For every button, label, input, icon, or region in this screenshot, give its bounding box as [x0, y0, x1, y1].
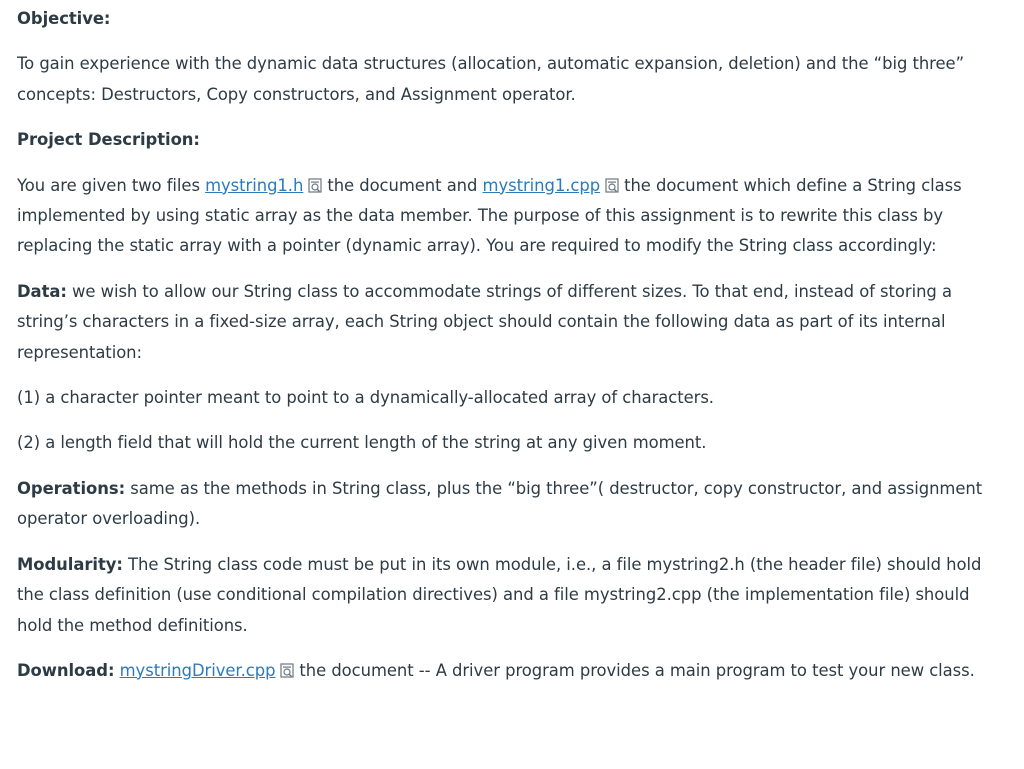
operations-label: Operations:: [17, 478, 126, 498]
download-text: -- A driver program provides a main program to test your new class.: [413, 660, 975, 680]
mystringdriver-cpp-link[interactable]: mystringDriver.cpp: [119, 660, 276, 680]
objective-heading: Objective:: [17, 9, 111, 28]
connector-text: and: [441, 175, 483, 195]
mystring1-h-link[interactable]: mystring1.h: [205, 175, 304, 195]
mystring1-cpp-link[interactable]: mystring1.cpp: [482, 175, 601, 195]
document-preview-icon[interactable]: [308, 173, 322, 188]
operations-paragraph: [17, 474, 1008, 535]
download-paragraph: [17, 656, 1008, 686]
project-description-text: [17, 171, 1008, 262]
modularity-label: Modularity:: [17, 554, 123, 574]
intro-text-1: You are given two files: [17, 175, 206, 195]
operations-text: same as the methods in String class, plus the “big three”( destructor, copy constructor, and assignment operator overloading).: [17, 478, 983, 529]
objective-text: To gain experience with the dynamic data structures (allocation, automatic expansion, deletion) and the “big three” concepts: Destructors, Copy constructors, and Assignment operator.: [17, 54, 965, 104]
download-preview-text: the document: [299, 660, 414, 680]
modularity-text: The String class code must be put in its own module, i.e., a file mystring2.h (the header file) should hold the class definition (use conditional compilation directives) and a file mystring2.cpp (the implementation file) should hold the method definitions.: [17, 554, 982, 635]
data-text: we wish to allow our String class to accommodate strings of different sizes. To that end, instead of storing a string’s characters in a fixed-size array, each String object should contain the following data as part of its internal representation:: [17, 281, 952, 362]
file2-preview-text: the document: [624, 175, 739, 195]
intro-text-2: which define a String class implemented by using static array as the data member. The purpose of this assignment is to rewrite this class by replacing the static array with a pointer (dynamic array). You are required to modify the String class accordingly:: [17, 175, 962, 256]
modularity-paragraph: [17, 550, 1008, 641]
project-description-heading: Project Description:: [17, 130, 200, 150]
data-paragraph: [17, 277, 1008, 368]
data-label: Data:: [17, 281, 67, 301]
list-item: (2) a length field that will hold the current length of the string at any given moment.: [17, 433, 707, 453]
download-label: Download:: [17, 660, 115, 680]
list-item: (1) a character pointer meant to point to a dynamically-allocated array of characters.: [17, 388, 714, 408]
file1-preview-text: the document: [327, 175, 442, 195]
document-preview-icon[interactable]: [280, 658, 294, 673]
document-preview-icon[interactable]: [605, 173, 619, 188]
